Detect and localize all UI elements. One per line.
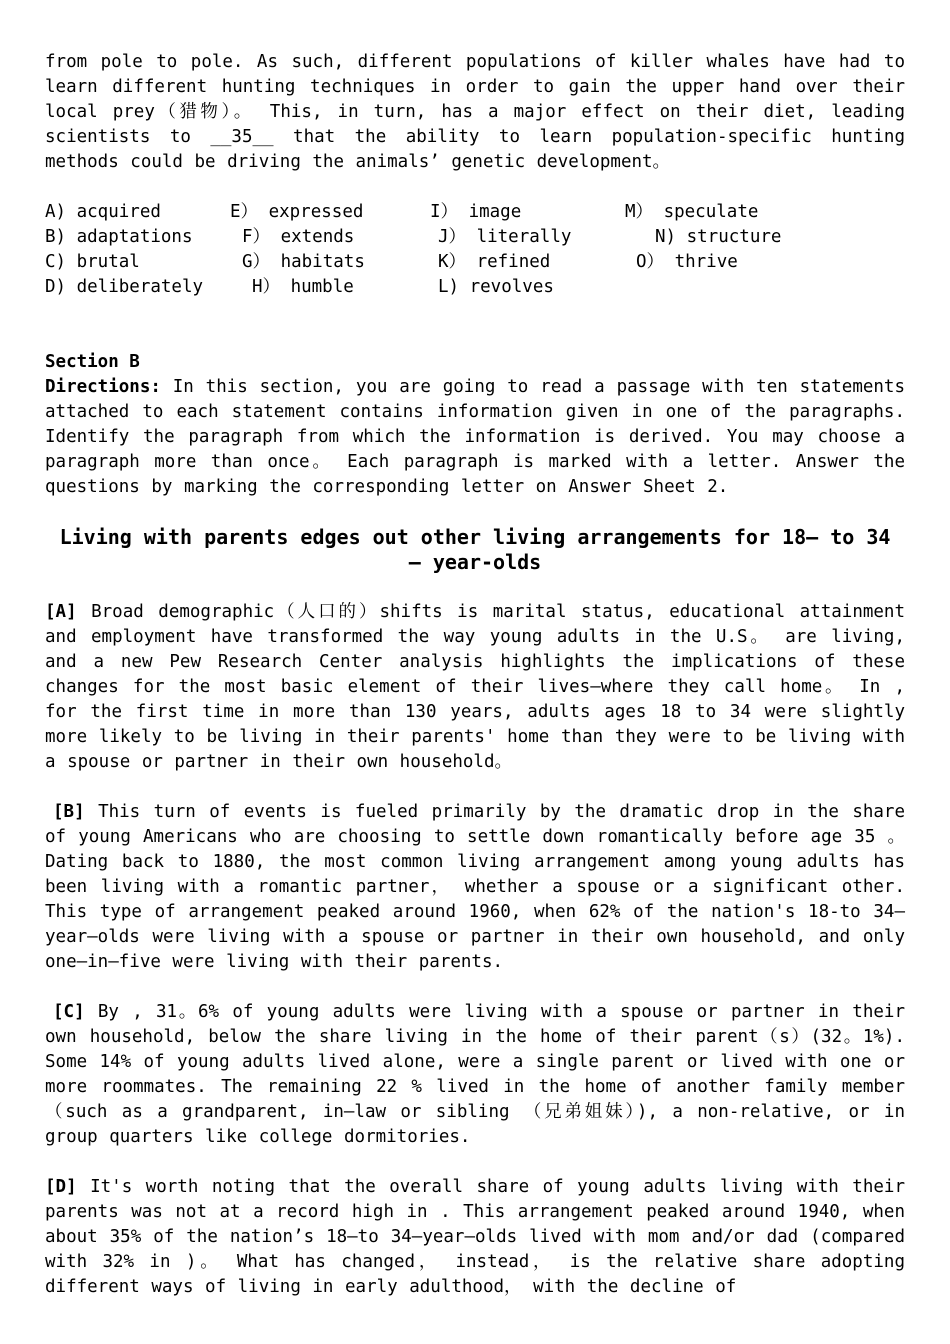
paragraph-a bbox=[45, 600, 905, 775]
paragraph-text: It's worth noting that the overall share of young adults living with their parents was not at a record high in . This arrangement peaked around 1940, when about 35% of the nation’s 18—to 34—year—olds lived with mom and/or dad (compared with 32% in )。 What has changed， instead， is the relative share adopting different ways of living in early adulthood， with the decline of bbox=[45, 1177, 905, 1297]
option-h: H） humble bbox=[252, 277, 354, 297]
word-bank-row bbox=[45, 250, 905, 275]
paragraph-b bbox=[45, 800, 905, 975]
section-heading: Section B bbox=[45, 352, 140, 372]
option-o: O） thrive bbox=[636, 252, 738, 272]
option-f: F） extends bbox=[242, 227, 355, 247]
article-title: Living with parents edges out other living arrangements for 18— to 34 — year-olds bbox=[59, 525, 891, 574]
paragraph-tag: [C] bbox=[53, 1002, 85, 1022]
paragraph-d bbox=[45, 1175, 905, 1300]
word-bank-row bbox=[45, 200, 905, 225]
document-page bbox=[45, 50, 905, 1300]
option-k: K） refined bbox=[438, 252, 551, 272]
option-m: M） speculate bbox=[625, 202, 759, 222]
paragraph-text: This turn of events is fueled primarily by the dramatic drop in the share of young Americans who are choosing to settle down romantically before age 35 。 Dating back to 1880, the most common living arrangement among young adults has been living with a romantic partner， whether a spouse or a significant other. This type of arrangement peaked around 1960, when 62% of the nation's 18-to 34—year—olds were living with a spouse or partner in their own household, and only one—in—five were living with their parents. bbox=[45, 802, 905, 972]
directions-text: In this section, you are going to read a passage with ten statements attached to each statement contains information given in one of the paragraphs. Identify the paragraph from which the information is derived. You may choose a paragraph more than once。 Each paragraph is marked with a letter. Answer the questions by marking the corresponding letter on Answer Sheet 2. bbox=[45, 377, 905, 497]
option-n: N) structure bbox=[655, 227, 782, 247]
word-bank-row bbox=[45, 225, 905, 250]
option-l: L) revolves bbox=[438, 277, 554, 297]
option-d: D) deliberately bbox=[45, 277, 204, 297]
paragraph-tag: [A] bbox=[45, 602, 77, 622]
option-j: J） literally bbox=[438, 227, 572, 247]
paragraph-c bbox=[45, 1000, 905, 1150]
option-c: C) brutal bbox=[45, 252, 140, 272]
paragraph-tag: [B] bbox=[53, 802, 85, 822]
option-a: A) acquired bbox=[45, 202, 161, 222]
directions-label: Directions: bbox=[45, 377, 161, 397]
paragraph-tag: [D] bbox=[45, 1177, 77, 1197]
option-g: G） habitats bbox=[242, 252, 365, 272]
word-bank-row bbox=[45, 275, 905, 300]
option-e: E） expressed bbox=[230, 202, 364, 222]
paragraph-text: Broad demographic（人口的）shifts is marital status, educational attainment and employment have transformed the way young adults in the U.S。 are living, and a new Pew Research Center analysis highlights the implications of these changes for the most basic element of their lives—where they call home。 In , for the first time in more than 130 years, adults ages 18 to 34 were slightly more likely to be living in their parents' home than they were to be living with a spouse or partner in their own household。 bbox=[45, 602, 905, 772]
word-bank bbox=[45, 200, 905, 300]
option-b: B) adaptations bbox=[45, 227, 193, 247]
directions bbox=[45, 375, 905, 500]
top-paragraph: from pole to pole. As such, different populations of killer whales have had to learn different hunting techniques in order to gain the upper hand over their local prey（猎物）。 This, in turn, has a major effect on their diet, leading scientists to __35__ that the ability to learn population-specific hunting methods could be driving the animals’ genetic development。 bbox=[45, 52, 905, 172]
option-i: I） image bbox=[430, 202, 522, 222]
paragraph-text: By , 31。6% of young adults were living with a spouse or partner in their own household, below the share living in the home of their parent（s）(32。1%). Some 14% of young adults lived alone, were a single parent or lived with one or more roommates. The remaining 22 % lived in the home of another family member （such as a grandparent, in—law or sibling （兄弟姐妹）), a non-relative, or in group quarters like college dormitories. bbox=[45, 1002, 905, 1147]
